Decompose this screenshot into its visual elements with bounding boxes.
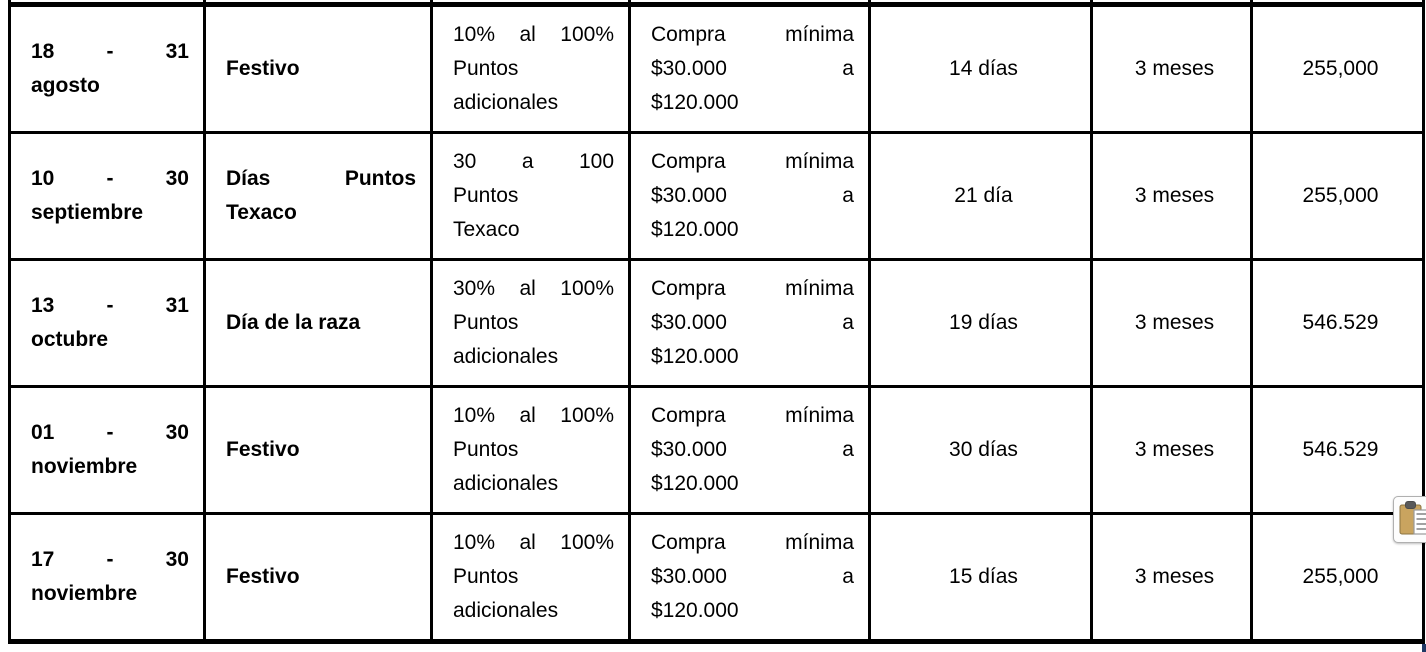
cell-points bbox=[432, 5, 630, 133]
cell-min-purchase bbox=[630, 387, 870, 514]
cell-points-line: 30 a 100 bbox=[453, 150, 614, 173]
cell-points bbox=[432, 260, 630, 387]
cell-duration-text: 15 días bbox=[949, 565, 1018, 588]
cell-validity bbox=[1092, 5, 1252, 133]
cell-points-line: 30% al 100% bbox=[453, 277, 614, 300]
cell-points-line: adicionales bbox=[453, 599, 559, 622]
cell-duration-text: 19 días bbox=[949, 311, 1018, 334]
cell-validity-text: 3 meses bbox=[1134, 438, 1215, 461]
table-row bbox=[10, 133, 1424, 260]
cell-min-purchase-line: $30.000 a bbox=[651, 311, 854, 334]
cell-points-line: Puntos bbox=[453, 184, 519, 207]
cell-validity-text: 3 meses bbox=[1134, 57, 1215, 80]
cell-points-line: adicionales bbox=[453, 472, 559, 495]
cell-validity-text: 3 meses bbox=[1134, 184, 1215, 207]
cell-points-line: 10% al 100% bbox=[453, 531, 614, 554]
table-row bbox=[10, 514, 1424, 642]
cell-date bbox=[10, 133, 205, 260]
cell-value-text: 546.529 bbox=[1302, 311, 1379, 334]
cell-value bbox=[1252, 5, 1424, 133]
cell-min-purchase-line: Compra mínima bbox=[651, 531, 854, 554]
cell-validity bbox=[1092, 133, 1252, 260]
paste-options-button[interactable] bbox=[1393, 496, 1426, 543]
cell-value-text: 255,000 bbox=[1302, 565, 1379, 588]
cell-min-purchase bbox=[630, 260, 870, 387]
cell-min-purchase-line: Compra mínima bbox=[651, 277, 854, 300]
cell-promo-name-line: Días Puntos bbox=[226, 167, 416, 190]
cell-validity-text: 3 meses bbox=[1134, 311, 1215, 334]
cell-date-line: 01 - 30 bbox=[31, 421, 189, 444]
cell-promo-name bbox=[205, 5, 432, 133]
table-row bbox=[10, 387, 1424, 514]
cursor-marker bbox=[1422, 644, 1426, 652]
cell-date-line: octubre bbox=[31, 328, 109, 351]
cell-date-line: 18 - 31 bbox=[31, 40, 189, 63]
cell-promo-name bbox=[205, 133, 432, 260]
cell-min-purchase bbox=[630, 133, 870, 260]
cell-promo-name-line: Día de la raza bbox=[226, 311, 361, 334]
cell-min-purchase-line: Compra mínima bbox=[651, 150, 854, 173]
cell-min-purchase-line: $120.000 bbox=[651, 599, 739, 622]
cell-points-line: Puntos bbox=[453, 57, 519, 80]
cell-promo-name-line: Festivo bbox=[226, 57, 300, 80]
cell-date-line: 13 - 31 bbox=[31, 294, 189, 317]
cell-points-line: 10% al 100% bbox=[453, 404, 614, 427]
cell-points-line: adicionales bbox=[453, 91, 559, 114]
cell-value bbox=[1252, 260, 1424, 387]
cell-duration-text: 21 día bbox=[954, 184, 1013, 207]
cell-min-purchase-line: $30.000 a bbox=[651, 57, 854, 80]
cell-value bbox=[1252, 387, 1424, 514]
cell-points-line: Puntos bbox=[453, 311, 519, 334]
cell-min-purchase-line: $120.000 bbox=[651, 91, 739, 114]
cell-date-line: noviembre bbox=[31, 455, 138, 478]
cell-date-line: 17 - 30 bbox=[31, 548, 189, 571]
cell-duration bbox=[870, 387, 1092, 514]
cell-min-purchase-line: $120.000 bbox=[651, 218, 739, 241]
cell-points bbox=[432, 133, 630, 260]
cell-duration-text: 14 días bbox=[949, 57, 1018, 80]
cell-min-purchase-line: $30.000 a bbox=[651, 565, 854, 588]
cell-date-line: agosto bbox=[31, 74, 100, 97]
cell-date bbox=[10, 260, 205, 387]
promotions-table bbox=[8, 0, 1425, 644]
cell-min-purchase-line: $30.000 a bbox=[651, 438, 854, 461]
cell-value-text: 546.529 bbox=[1302, 438, 1379, 461]
cell-min-purchase-line: $120.000 bbox=[651, 345, 739, 368]
cell-validity bbox=[1092, 387, 1252, 514]
table-row bbox=[10, 260, 1424, 387]
cell-duration bbox=[870, 260, 1092, 387]
cell-points-line: Puntos bbox=[453, 565, 519, 588]
cell-date-line: noviembre bbox=[31, 582, 138, 605]
cell-promo-name-line: Festivo bbox=[226, 438, 300, 461]
cell-points-line: Texaco bbox=[453, 218, 520, 241]
cell-promo-name-line: Festivo bbox=[226, 565, 300, 588]
cell-duration-text: 30 días bbox=[949, 438, 1018, 461]
cell-date bbox=[10, 514, 205, 642]
cell-duration bbox=[870, 5, 1092, 133]
cell-points bbox=[432, 387, 630, 514]
cell-min-purchase bbox=[630, 5, 870, 133]
cell-points bbox=[432, 514, 630, 642]
cell-date bbox=[10, 5, 205, 133]
cell-duration bbox=[870, 514, 1092, 642]
table-row bbox=[10, 5, 1424, 133]
cell-promo-name-line: Texaco bbox=[226, 201, 297, 224]
cell-validity-text: 3 meses bbox=[1134, 565, 1215, 588]
cell-points-line: 10% al 100% bbox=[453, 23, 614, 46]
cell-validity bbox=[1092, 260, 1252, 387]
cell-validity bbox=[1092, 514, 1252, 642]
cell-date-line: septiembre bbox=[31, 201, 144, 224]
cell-duration bbox=[870, 133, 1092, 260]
cell-date bbox=[10, 387, 205, 514]
cell-min-purchase-line: $30.000 a bbox=[651, 184, 854, 207]
cell-min-purchase-line: Compra mínima bbox=[651, 23, 854, 46]
cell-value-text: 255,000 bbox=[1302, 184, 1379, 207]
cell-min-purchase-line: Compra mínima bbox=[651, 404, 854, 427]
cell-promo-name bbox=[205, 260, 432, 387]
cell-date-line: 10 - 30 bbox=[31, 167, 189, 190]
cell-promo-name bbox=[205, 387, 432, 514]
cell-points-line: Puntos bbox=[453, 438, 519, 461]
cell-min-purchase bbox=[630, 514, 870, 642]
cell-points-line: adicionales bbox=[453, 345, 559, 368]
cell-min-purchase-line: $120.000 bbox=[651, 472, 739, 495]
cell-value bbox=[1252, 133, 1424, 260]
cell-value-text: 255,000 bbox=[1302, 57, 1379, 80]
cell-promo-name bbox=[205, 514, 432, 642]
